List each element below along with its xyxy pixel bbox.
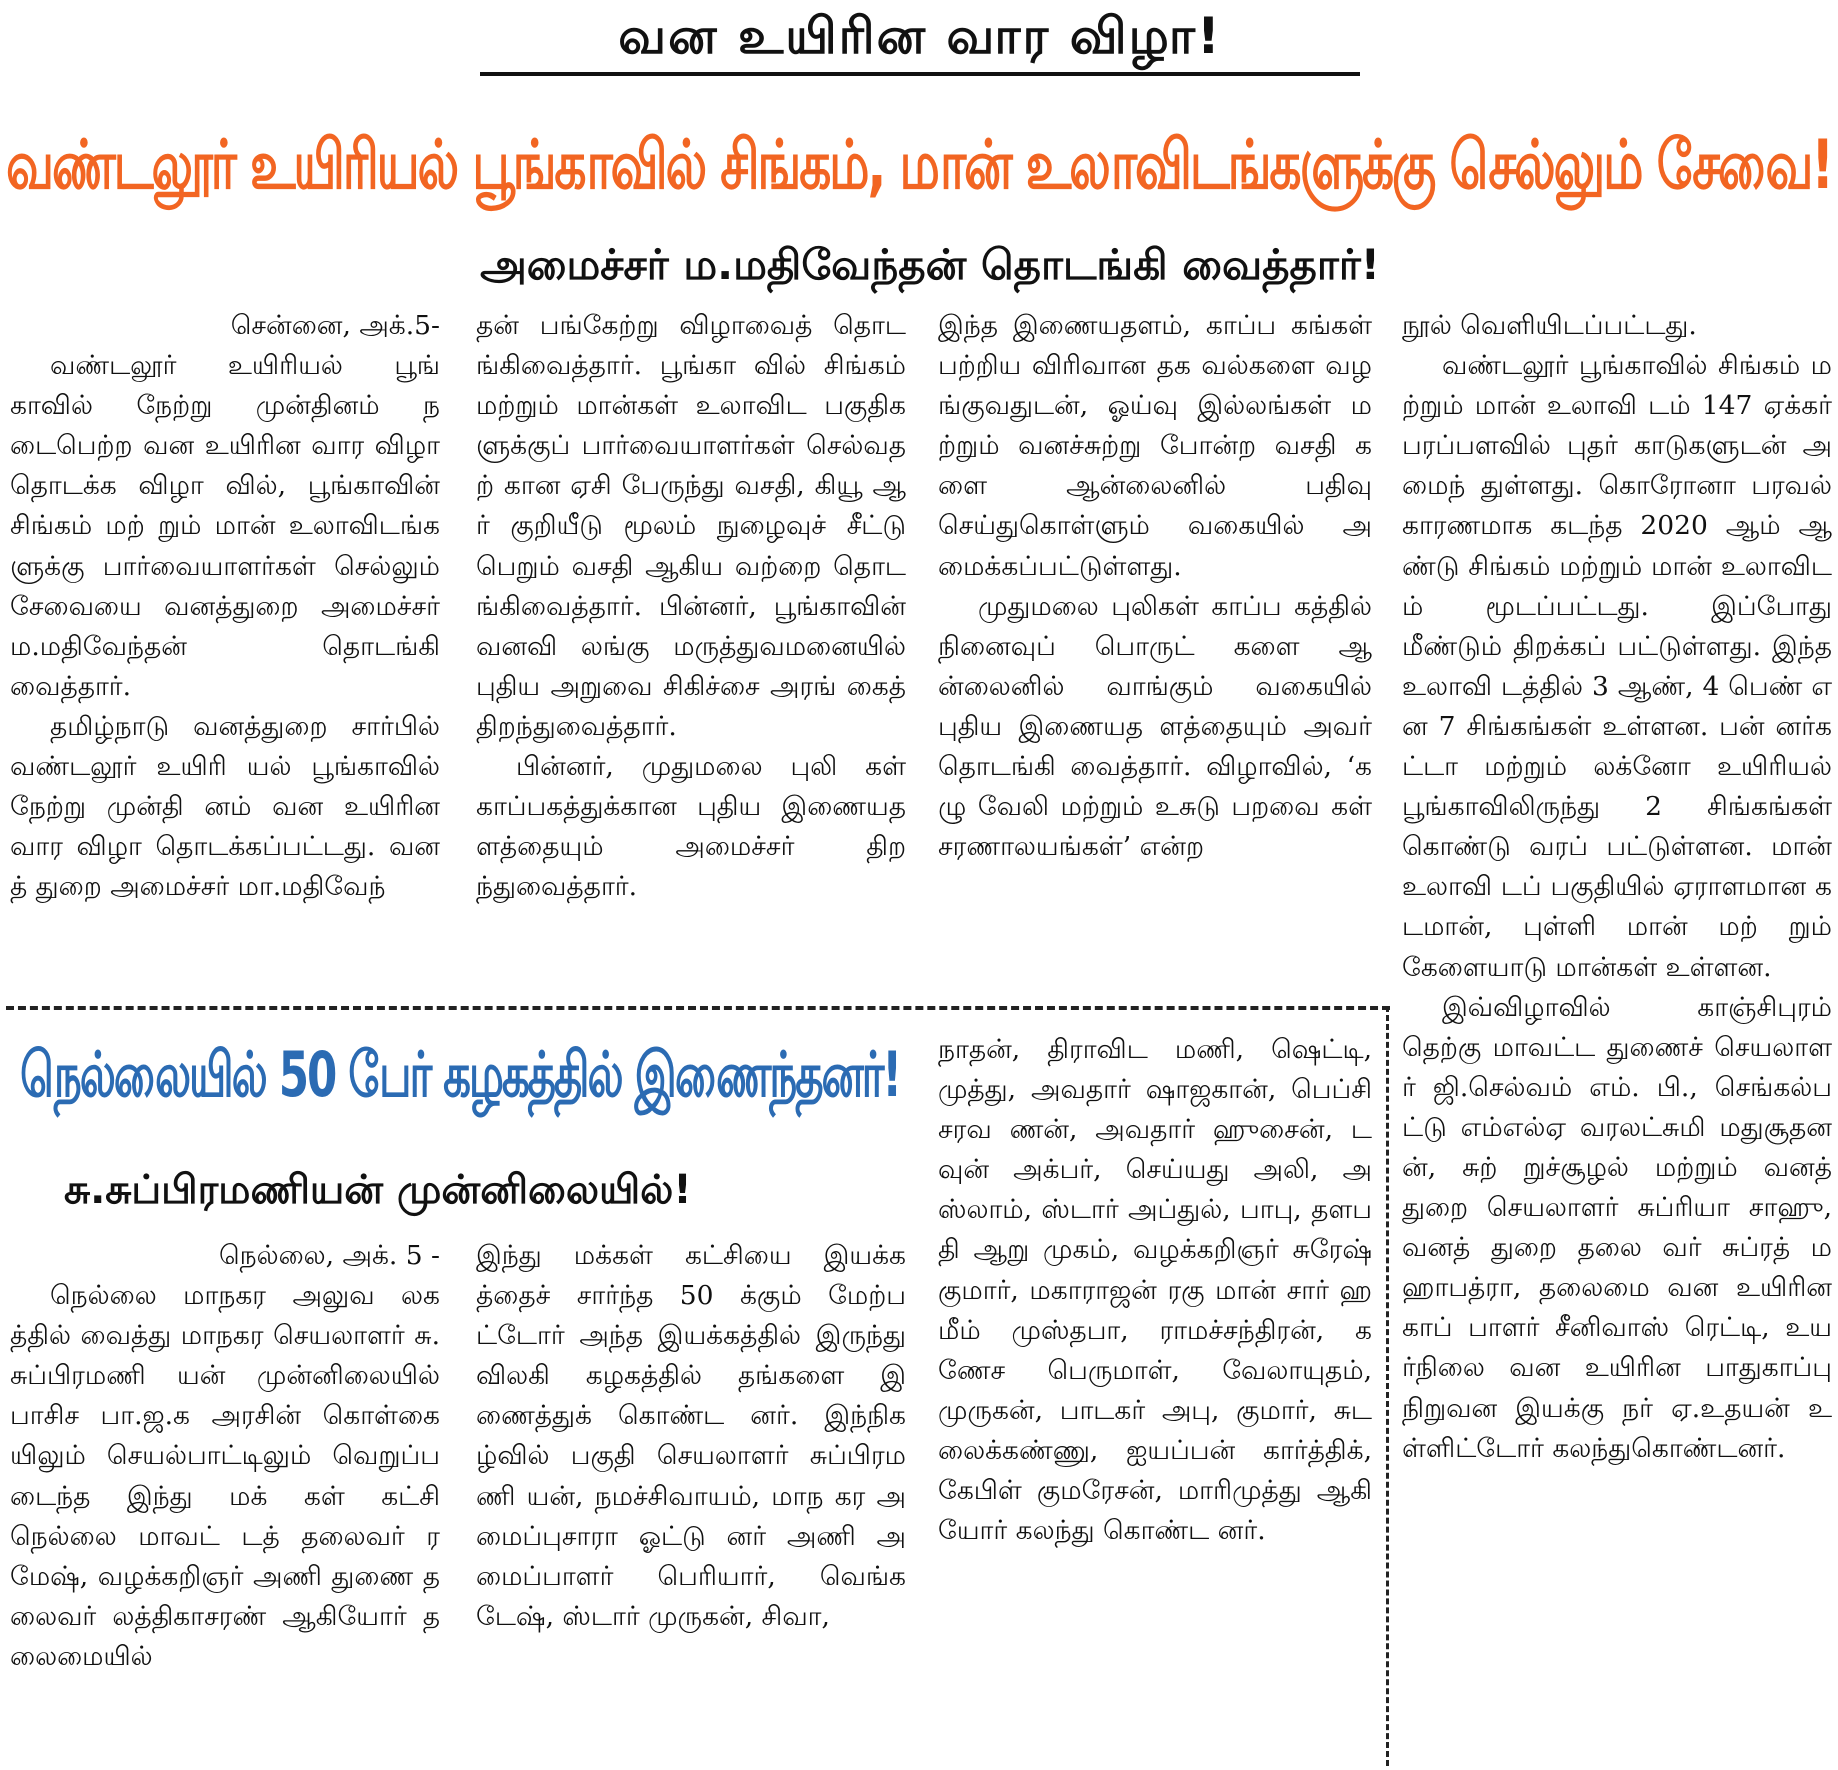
story1-column-2: [476, 306, 906, 986]
story1-paragraph: தமிழ்நாடு வனத்துறை சார்பில் வண்டலூர் உயிரி யல் பூங்காவில் நேற்று முன்தி னம் வன உயிரின வார விழா தொடக்கப்பட்டது. வனத் துறை அமைச்சர் மா.மதிவேந்: [10, 710, 440, 903]
story2-paragraph: நாதன், திராவிட மணி, ஷெட்டி, முத்து, அவதார் ஷாஜகான், பெப்சி சரவ ணன், அவதார் ஹுசைன், டவுன் அக்பர், செய்யது அலி, அஸ்லாம், ஸ்டார் அப்துல், பாபு, தளபதி ஆறு முகம், வழக்கறிஞர் சுரேஷ் குமார், மகாராஜன் ரகு மான் சார் ஹமீம் முஸ்தபா, ராமச்சந்திரன், கணேச பெருமாள், வேலாயுதம், முருகன், பாடகர் அபு, குமார், சுடலைக்கண்ணு, ஐயப்பன் கார்த்திக், கேபிள் குமரேசன், மாரிமுத்து ஆகி யோர் கலந்து கொண்ட னர்.: [938, 1034, 1372, 1547]
story1-headline: வண்டலூர் உயிரியல் பூங்காவில் சிங்கம், மான் உலாவிடங்களுக்கு செல்லும் சேவை!: [6, 126, 1832, 205]
story2-paragraph: நெல்லை மாநகர அலுவ லகத்தில் வைத்து மாநகர செயலாளர் சு.சுப்பிரமணி யன் முன்னிலையில் பாசிச பா.ஜ.க அரசின் கொள்கை யிலும் செயல்பாட்டிலும் வெறுப்படைந்த இந்து மக் கள் கட்சி நெல்லை மாவட் டத் தலைவர் ரமேஷ், வழக்கறிஞர் அணி துணை தலைவர் லத்திகாசரண் ஆகியோர் தலைமையில்: [10, 1280, 440, 1672]
story1-column-4: [1402, 306, 1832, 1766]
story1-paragraph: வண்டலூர் பூங்காவில் சிங்கம் மற்றும் மான் உலாவி டம் 147 ஏக்கர் பரப்பளவில் புதர் காடுகளுடன் அமைந் துள்ளது. கொரோனா பரவல் காரணமாக கடந்த 2020 ஆம் ஆண்டு சிங்கம் மற்றும் மான் உலாவிடம் மூடப்பட்டது. இப்போது மீண்டும் திறக்கப் பட்டுள்ளது. இந்த உலாவி டத்தில் 3 ஆண், 4 பெண் என 7 சிங்கங்கள் உள்ளன. பன் னர்கட்டா மற்றும் லக்னோ உயிரியல் பூங்காவிலிருந்து 2 சிங்கங்கள் கொண்டு வரப் பட்டுள்ளன. மான் உலாவி டப் பகுதியில் ஏராளமான கடமான், புள்ளி மான் மற் றும் கேளையாடு மான்கள் உள்ளன.: [1402, 350, 1832, 983]
story2-dateline: நெல்லை, அக். 5 -: [218, 1240, 440, 1271]
story1-paragraph: தன் பங்கேற்று விழாவைத் தொடங்கிவைத்தார். பூங்கா வில் சிங்கம் மற்றும் மான்கள் உலாவிட பகுதிகளுக்குப் பார்வையாளர்கள் செல்வதற் கான ஏசி பேருந்து வசதி, கியூ ஆர் குறியீடு மூலம் நுழைவுச் சீட்டு பெறும் வசதி ஆகிய வற்றை தொடங்கிவைத்தார். பின்னர், பூங்காவின் வனவி லங்கு மருத்துவமனையில் புதிய அறுவை சிகிச்சை அரங் கைத் திறந்துவைத்தார்.: [476, 310, 906, 742]
story1-paragraph: நூல் வெளியிடப்பட்டது.: [1402, 310, 1697, 341]
story1-subhead: அமைச்சர் ம.மதிவேந்தன் தொடங்கி வைத்தார்!: [480, 240, 1380, 289]
story1-paragraph: இந்த இணையதளம், காப்ப கங்கள் பற்றிய விரிவான தக வல்களை வழங்குவதுடன், ஓய்வு இல்லங்கள் மற்றும் வனச்சுற்று போன்ற வசதி களை ஆன்லைனில் பதிவு செய்துகொள்ளும் வகையில் அமைக்கப்பட்டுள்ளது.: [938, 310, 1372, 582]
story1-paragraph: முதுமலை புலிகள் காப்ப கத்தில் நினைவுப் பொருட் களை ஆன்லைனில் வாங்கும் வகையில் புதிய இணையத ளத்தையும் அவர் தொடங்கி வைத்தார். விழாவில், ‘கழு வேலி மற்றும் உசுடு பறவை கள் சரணாலயங்கள்’ என்ற: [938, 590, 1372, 863]
story1-dateline: சென்னை, அக்.5-: [230, 310, 440, 341]
section-divider-horizontal: [6, 1006, 1390, 1010]
story1-column-3: [938, 306, 1372, 986]
section-divider-vertical: [1386, 1006, 1389, 1766]
story1-paragraph: இவ்விழாவில் காஞ்சிபுரம் தெற்கு மாவட்ட துணைச் செயலாளர் ஜி.செல்வம் எம். பி., செங்கல்பட்டு எம்எல்ஏ வரலட்சுமி மதுசூதனன், சுற் றுச்சூழல் மற்றும் வனத் துறை செயலாளர் சுப்ரியா சாஹு, வனத் துறை தலை வர் சுப்ரத் மஹாபத்ரா, தலைமை வன உயிரின காப் பாளர் சீனிவாஸ் ரெட்டி, உயர்நிலை வன உயிரின பாதுகாப்பு நிறுவன இயக்கு நர் ஏ.உதயன் உள்ளிட்டோர் கலந்துகொண்டனர்.: [1402, 991, 1832, 1464]
story2-column-1: [10, 1236, 440, 1766]
story2-column-3: [938, 1030, 1372, 1766]
story2-headline: நெல்லையில் 50 பேர் கழகத்தில் இணைந்தனர்!: [20, 1038, 900, 1111]
story1-paragraph: வண்டலூர் உயிரியல் பூங் காவில் நேற்று முன்தினம் நடைபெற்ற வன உயிரின வார விழா தொடக்க விழா வில், பூங்காவின் சிங்கம் மற் றும் மான் உலாவிடங்களுக்கு பார்வையாளர்கள் செல்லும் சேவையை வனத்துறை அமைச்சர் ம.மதிவேந்தன் தொடங்கி வைத்தார்.: [10, 350, 440, 702]
story2-column-2: [476, 1236, 906, 1766]
story1-paragraph: பின்னர், முதுமலை புலி கள் காப்பகத்துக்கான புதிய இணையதளத்தையும் அமைச்சர் திறந்துவைத்தார்.: [476, 751, 906, 903]
story1-column-1: [10, 306, 440, 986]
kicker-underline: [480, 72, 1360, 76]
kicker-heading: வன உயிரின வார விழா!: [618, 7, 1222, 65]
story2-subhead: சு.சுப்பிரமணியன் முன்னிலையில்!: [64, 1167, 692, 1213]
story2-paragraph: இந்து மக்கள் கட்சியை இயக்கத்தைச் சார்ந்த 50 க்கும் மேற்பட்டோர் அந்த இயக்கத்தில் இருந்து விலகி கழகத்தில் தங்களை இணைத்துக் கொண்ட னர். இந்நிகழ்வில் பகுதி செயலாளர் சுப்பிரமணி யன், நமச்சிவாயம், மாந கர அமைப்புசாரா ஓட்டு னர் அணி அமைப்பாளர் பெரியார், வெங்கடேஷ், ஸ்டார் முருகன், சிவா,: [476, 1240, 906, 1632]
